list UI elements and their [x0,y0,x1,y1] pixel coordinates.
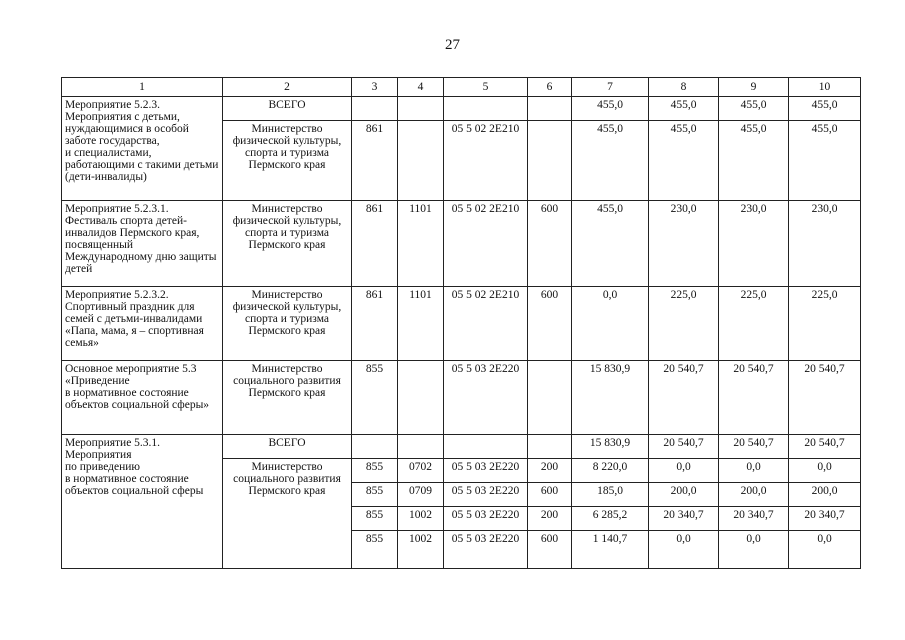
value-cell: 20 340,7 [719,507,789,531]
value-cell: 455,0 [719,97,789,121]
value-cell: 1 140,7 [572,531,649,569]
code-cell: 1002 [398,507,444,531]
value-cell: 0,0 [649,459,719,483]
value-cell: 200,0 [649,483,719,507]
value-cell: 20 340,7 [789,507,861,531]
col-header: 4 [398,78,444,97]
value-cell: 225,0 [719,287,789,361]
code-cell: 600 [528,483,572,507]
value-cell: 455,0 [572,201,649,287]
value-cell: 20 540,7 [719,435,789,459]
code-cell: 200 [528,459,572,483]
table-row [62,287,861,361]
value-cell: 455,0 [572,121,649,201]
activity-name: Мероприятие 5.3.1. Мероприятия по приведению в нормативное состояние объектов социальной сферы [62,435,223,569]
executor: Министерство физической культуры, спорта и туризма Пермского края [223,201,352,287]
total-label: ВСЕГО [223,435,352,459]
code-cell: 861 [352,287,398,361]
value-cell: 0,0 [789,531,861,569]
value-cell: 225,0 [649,287,719,361]
code-cell: 855 [352,459,398,483]
code-cell [528,121,572,201]
value-cell: 0,0 [789,459,861,483]
activity-name: Мероприятие 5.2.3.1. Фестиваль спорта детей-инвалидов Пермского края, посвященный Международному дню защиты детей [62,201,223,287]
code-cell: 05 5 02 2Е210 [444,287,528,361]
col-header: 5 [444,78,528,97]
value-cell: 20 540,7 [649,435,719,459]
code-cell: 05 5 02 2Е210 [444,201,528,287]
code-cell: 1101 [398,201,444,287]
value-cell: 20 540,7 [789,435,861,459]
value-cell: 185,0 [572,483,649,507]
value-cell: 15 830,9 [572,435,649,459]
value-cell: 0,0 [572,287,649,361]
value-cell: 225,0 [789,287,861,361]
code-cell: 861 [352,121,398,201]
value-cell: 0,0 [719,459,789,483]
col-header: 1 [62,78,223,97]
code-cell: 855 [352,531,398,569]
col-header: 8 [649,78,719,97]
table-row [62,361,861,435]
col-header: 9 [719,78,789,97]
col-header: 3 [352,78,398,97]
executor: Министерство социального развития Пермского края [223,361,352,435]
total-label: ВСЕГО [223,97,352,121]
code-cell: 600 [528,287,572,361]
value-cell: 230,0 [789,201,861,287]
value-cell: 230,0 [719,201,789,287]
value-cell: 20 540,7 [789,361,861,435]
value-cell: 455,0 [789,97,861,121]
activity-name: Мероприятие 5.2.3.2. Спортивный праздник для семей с детьми-инвалидами «Папа, мама, я – спортивная семья» [62,287,223,361]
code-cell: 861 [352,201,398,287]
value-cell: 6 285,2 [572,507,649,531]
value-cell: 15 830,9 [572,361,649,435]
table-row [62,435,861,459]
value-cell: 20 540,7 [719,361,789,435]
code-cell: 05 5 02 2Е210 [444,121,528,201]
code-cell: 600 [528,201,572,287]
code-cell: 1101 [398,287,444,361]
activity-name: Мероприятие 5.2.3. Мероприятия с детьми, нуждающимися в особой заботе государства, и специалистами, работающими с такими детьми (дети-инвалиды) [62,97,223,201]
code-cell: 600 [528,531,572,569]
value-cell: 455,0 [649,97,719,121]
col-header: 2 [223,78,352,97]
executor: Министерство социального развития Пермского края [223,459,352,569]
value-cell: 20 540,7 [649,361,719,435]
code-cell: 200 [528,507,572,531]
code-cell: 0702 [398,459,444,483]
value-cell: 230,0 [649,201,719,287]
value-cell: 455,0 [719,121,789,201]
value-cell: 0,0 [649,531,719,569]
page-number: 27 [445,37,460,53]
code-cell: 05 5 03 2Е220 [444,507,528,531]
table-row [62,201,861,287]
code-cell [398,121,444,201]
value-cell: 455,0 [649,121,719,201]
executor: Министерство физической культуры, спорта и туризма Пермского края [223,287,352,361]
value-cell: 0,0 [719,531,789,569]
code-cell: 855 [352,483,398,507]
header-row [62,78,861,97]
code-cell [528,361,572,435]
col-header: 10 [789,78,861,97]
activity-name: Основное мероприятие 5.3 «Приведение в нормативное состояние объектов социальной сферы» [62,361,223,435]
code-cell: 0709 [398,483,444,507]
code-cell: 05 5 03 2Е220 [444,361,528,435]
code-cell: 855 [352,361,398,435]
budget-table [61,77,861,569]
code-cell: 1002 [398,531,444,569]
code-cell: 05 5 03 2Е220 [444,483,528,507]
executor: Министерство физической культуры, спорта и туризма Пермского края [223,121,352,201]
code-cell: 855 [352,507,398,531]
value-cell: 8 220,0 [572,459,649,483]
value-cell: 20 340,7 [649,507,719,531]
table-row [62,97,861,121]
code-cell: 05 5 03 2Е220 [444,459,528,483]
value-cell: 455,0 [572,97,649,121]
code-cell [398,361,444,435]
col-header: 7 [572,78,649,97]
col-header: 6 [528,78,572,97]
code-cell: 05 5 03 2Е220 [444,531,528,569]
value-cell: 200,0 [719,483,789,507]
value-cell: 455,0 [789,121,861,201]
value-cell: 200,0 [789,483,861,507]
